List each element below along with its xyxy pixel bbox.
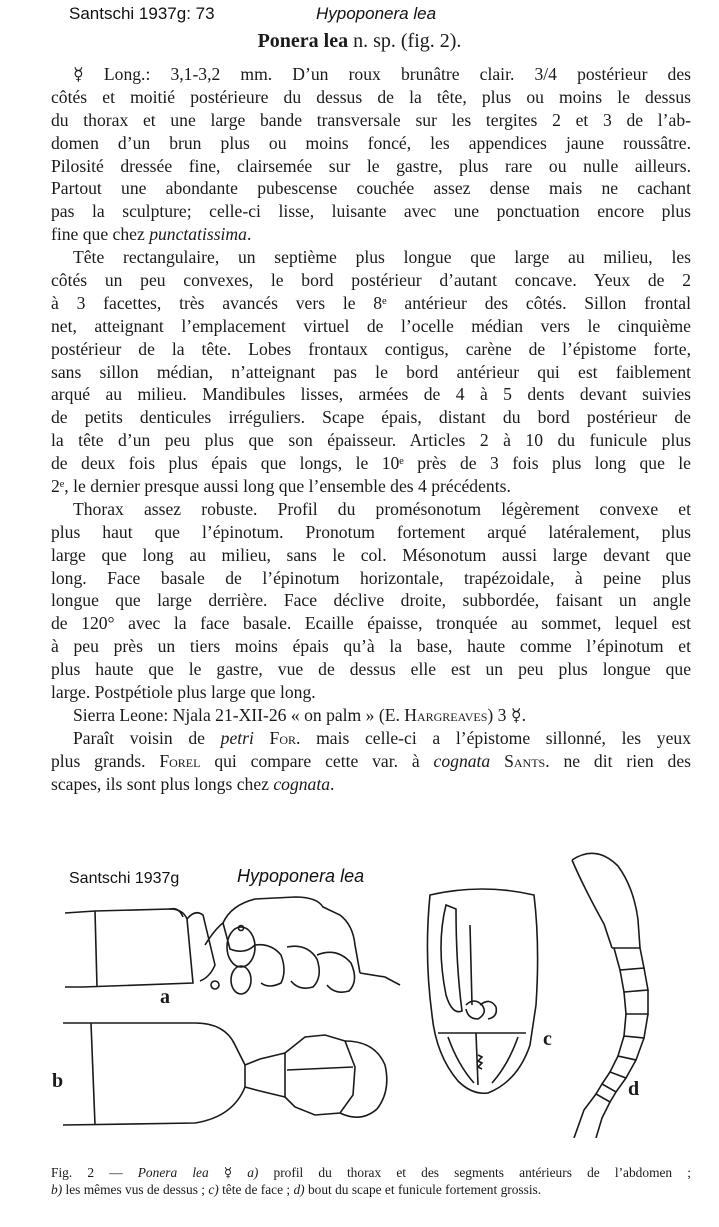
text-line: de deux fois plus épais que longs, le 10ᵉ près de 3 fois plus long que le [51,453,691,474]
text-fragment: les mêmes vus de dessus ; [62,1182,209,1197]
text-line: sans sillon médian, n’atteignant pas le bord antérieur qui est faiblement [51,361,691,382]
text-line: domen d’un brun plus ou moins foncé, les appendices jaune roussâtre. [51,132,691,153]
title-species: Ponera lea [257,30,349,52]
text-line: plus haut que l’épinotum. Pronotum fortement arqué latéralement, plus [51,521,691,542]
panel-ref: c) [208,1182,219,1197]
panel-letter-b: b [52,1070,64,1092]
text-line: postérieur de la tête. Lobes frontaux contigus, carène de l’épistome forte, [51,338,691,359]
text-line: Thorax assez robuste. Profil du promésonotum légèrement convexe et [73,498,691,519]
text-line: plus haute que le gastre, vue de dessus elle est un peu plus longue que [51,659,691,680]
description-text [51,63,691,796]
text-line [51,727,691,750]
text-line: net, atteignant l’emplacement virtuel de l’ocelle médian vers le cinquième [51,315,691,336]
figure-caption [51,1164,691,1198]
collector-name: Hargreaves [404,704,488,725]
text-line: de 120° avec la face basale. Ecaille épaisse, tronquée au sommet, lequel est [51,613,691,634]
figure-species-label: Hypoponera lea [237,866,365,886]
text-line: du thorax et une large bande transversale sur les tergites 2 et 3 de l’ab- [51,109,691,130]
text-fragment: Sierra Leone: Njala 21-XII-26 « on palm » (E. [73,704,405,725]
text-fragment: fine que chez [51,224,150,245]
text-fragment: ) 3 ☿. [487,704,527,725]
panel-ref: d) [293,1182,305,1197]
figure-panel-b-drawing [55,1015,405,1135]
species-name: petri [220,727,254,748]
text-line: à 3 facettes, très avancés vers le 8ᵉ antérieur des côtés. Sillon frontal [51,292,691,313]
text-fragment: scapes, ils sont plus longs chez [51,773,274,794]
locality-line [51,704,691,727]
text-line: Partout une abondante pubescense couchée assez dense mais ne cachant [51,178,691,199]
title-rest: n. sp. (fig. 2). [353,30,462,52]
figure-panel-c-drawing [418,885,548,1100]
figure-citation-label: Santschi 1937g [69,870,180,887]
panel-letter-d: d [628,1078,640,1100]
panel-letter-a: a [160,986,170,1008]
text-fragment: plus grands. [51,750,160,771]
text-line: côtés un peu convexes, le bord postérieur d’autant concave. Yeux de 2 [51,270,691,291]
author-name: For. [253,727,301,748]
page-title [0,30,719,53]
text-line: ☿ Long.: 3,1-3,2 mm. D’un roux brunâtre clair. 3/4 postérieur des [73,64,691,84]
caption-line [51,1164,691,1181]
species-header: Hypoponera lea [316,4,437,23]
author-name: Forel [159,750,201,771]
species-name: cognata [433,750,491,771]
text-line: pas la sculpture; celle-ci lisse, luisante avec une ponctuation encore plus [51,201,691,222]
text-fragment: ☿ [208,1165,248,1180]
text-line [51,223,691,246]
text-fragment: Paraît voisin de [73,727,221,748]
figure-panel-a-drawing [55,885,415,1010]
text-line: de petits denticules irréguliers. Scape épais, distant du bord postérieur de [51,407,691,428]
text-line: large. Postpétiole plus large que long. [51,682,316,703]
text-line: longue que large derrière. Face déclive droite, subbordée, faisant un angle [51,590,691,611]
text-line: à peu près un tiers moins épais qu’à la base, haute comme l’épinotum et [51,636,691,657]
text-fragment: profil du thorax et des segments antérieurs de l’abdomen ; [258,1165,691,1180]
panel-letter-c: c [543,1028,552,1050]
text-fragment: . [330,773,335,794]
text-fragment: Fig. 2 — [51,1165,138,1180]
text-fragment: . [246,224,252,245]
text-line: la tête d’un peu plus que son épaisseur. Articles 2 à 10 du funicule plus [51,430,691,451]
species-name: punctatissima [149,224,247,245]
text-line: long. Face basale de l’épinotum horizontale, trapézoidale, à peine plus [51,567,691,588]
text-line: Pilosité dressée fine, clairsemée sur le gastre, plus rare ou nulle ailleurs. [51,155,691,176]
panel-ref: a) [247,1165,259,1180]
text-fragment: bout du scape et funicule fortement grossis. [304,1182,542,1197]
text-fragment: ne dit rien des [549,750,692,771]
figure-panel-d-drawing [556,848,686,1138]
text-line: côtés et moitié postérieure du dessus de la tête, plus ou moins le dessus [51,86,691,107]
species-name: cognata [273,773,331,794]
caption-line [51,1181,691,1198]
author-name: Sants. [490,750,550,771]
panel-ref: b) [51,1182,63,1197]
text-line [51,773,691,796]
text-line: Tête rectangulaire, un septième plus longue que large au milieu, les [73,247,691,268]
text-line: arqué au milieu. Mandibules lisses, armées de 4 à 5 dents devant suivies [51,384,691,405]
text-line [51,750,691,773]
text-line: 2ᵉ, le dernier presque aussi long que l’ensemble des 4 précédents. [51,476,511,497]
text-fragment: qui compare cette var. à [200,750,434,771]
species-name: Ponera lea [137,1165,209,1180]
text-fragment: mais celle-ci a l’épistome sillonné, les yeux [300,727,691,748]
citation-header: Santschi 1937g: 73 [69,4,215,23]
text-line: large que long au milieu, sans le col. Mésonotum aussi large devant que [51,544,691,565]
text-fragment: tête de face ; [218,1182,294,1197]
